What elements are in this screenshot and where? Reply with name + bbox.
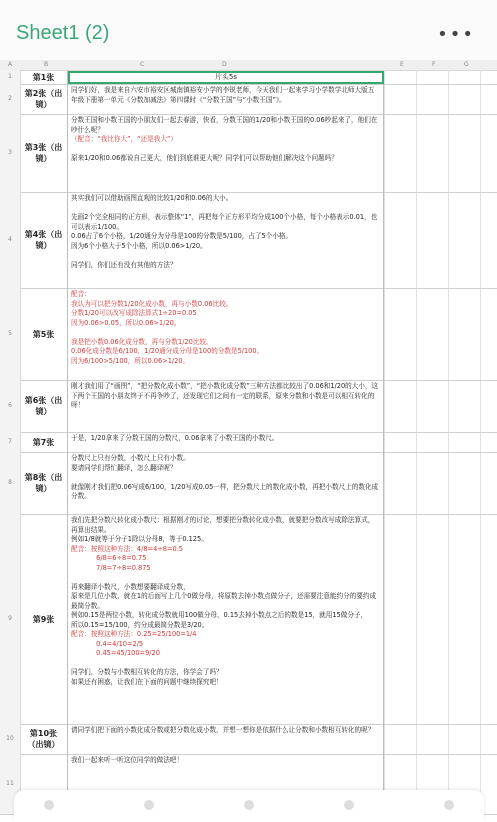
- toolbar-dot-icon[interactable]: [44, 800, 54, 810]
- column-header-bar: [0, 60, 497, 71]
- grid-divider: [480, 70, 481, 822]
- script-text-cell[interactable]: [68, 432, 384, 452]
- text-line: 如果还有困惑，让我们在下面的问题中继续探究吧！: [71, 677, 223, 686]
- text-line: 同学们，分数与小数相互转化的方法，你学会了吗？: [71, 668, 223, 676]
- slide-label-cell[interactable]: 第2张（出镜）: [20, 84, 68, 114]
- text-line: 我们先把分数尺转化成小数尺：根据刚才的讨论，想要把分数转化成小数，就要把分数改写成除法算式，再算出结果。: [71, 516, 375, 534]
- column-header-A[interactable]: A: [8, 61, 13, 68]
- toolbar-dot-icon[interactable]: [444, 800, 454, 810]
- text-line: 刚才我们用了“画图”，“把分数化成小数”，“把小数化成分数”三种方法都比较出了0.06和1/20的大小，这下两个王国的小朋友终于不再争吵了，还发现它们之间有一定的联系，原来分数和小数是可以相互转化的呀！: [71, 382, 379, 409]
- text-line: 例如1/8就等于分子1除以分母8，等于0.125。: [71, 535, 208, 543]
- column-header-D[interactable]: D: [222, 61, 227, 68]
- text-line: 配音：: [71, 290, 91, 298]
- text-line: 请同学们把下面的小数化成分数或把分数化成小数，并想一想你是依据什么让分数和小数相互转化的呢？: [71, 726, 375, 734]
- text-line: 6/8=6÷8=0.75: [71, 554, 147, 562]
- slide-label-cell[interactable]: 第9张: [20, 514, 68, 724]
- slide-label-cell[interactable]: 第3张（出镜）: [20, 114, 68, 192]
- text-line: 再来翻译小数尺，小数想要翻译成分数，: [71, 582, 190, 591]
- row-header[interactable]: 1: [0, 70, 21, 84]
- text-line: [71, 659, 380, 669]
- toolbar-dot-icon[interactable]: [144, 800, 154, 810]
- script-text-cell[interactable]: [68, 514, 384, 724]
- column-header-G[interactable]: G: [464, 61, 469, 68]
- text-line: 分数1/20可以改写成除法算式1÷20=0.05: [71, 309, 197, 317]
- toolbar-dot-icon[interactable]: [344, 800, 354, 810]
- text-line: 0.06占了6个小格，1/20通分为分母是100的分数是5/100，占了5个小格。: [71, 232, 293, 240]
- slide-label-cell[interactable]: 第6张（出镜）: [20, 380, 68, 432]
- slide-label-cell[interactable]: 第5张: [20, 288, 68, 380]
- text-line: （配音：“我比你大”，“还是我大”）: [71, 135, 177, 143]
- row-header[interactable]: 4: [0, 192, 21, 288]
- script-text-cell[interactable]: [68, 192, 384, 288]
- text-line: [71, 145, 380, 155]
- text-line: 因为6/100>5/100，所以0.06>1/20。: [71, 356, 190, 365]
- row-header[interactable]: 5: [0, 288, 21, 380]
- text-line: [71, 328, 380, 338]
- slide-label-cell[interactable]: 第10张（出镜）: [20, 724, 68, 754]
- grid-divider: [384, 70, 385, 822]
- sheet-title: Sheet1 (2): [16, 22, 110, 44]
- app-header: [0, 0, 497, 60]
- row-header[interactable]: 3: [0, 114, 21, 192]
- column-header-F[interactable]: F: [432, 61, 436, 68]
- text-line: 我认为可以把分数1/20化成小数，再与小数0.06比较。: [71, 299, 233, 308]
- text-line: [71, 473, 380, 483]
- row-header[interactable]: 10: [0, 724, 21, 754]
- selected-cell[interactable]: 片头5s: [68, 71, 384, 84]
- script-text-cell[interactable]: [68, 114, 384, 192]
- text-line: 7/8=7÷8=0.875: [71, 563, 151, 572]
- row-header[interactable]: 2: [0, 84, 21, 114]
- row-header[interactable]: 8: [0, 452, 21, 514]
- text-line: 原来1/20和0.06都说自己更大，他们到底谁更大呢？同学们可以帮助他们解决这个问题吗？: [71, 154, 338, 162]
- text-line: [71, 573, 380, 583]
- text-line: 同学们好，我是来自六安市裕安区城南镇裕安小学的李锐老师，今天我们一起来学习小学数学北师大版五年级下册第一单元《分数加减法》第四课时《“分数王国”与“小数王国”》。: [71, 86, 375, 104]
- column-header-E[interactable]: E: [400, 61, 404, 68]
- text-line: 同学们，你们还有没有其他的方法？: [71, 260, 177, 269]
- more-icon[interactable]: •••: [437, 24, 475, 45]
- grid-divider: [448, 70, 449, 822]
- toolbar-dot-icon[interactable]: [244, 800, 254, 810]
- row-header[interactable]: 7: [0, 432, 21, 452]
- text-line: 配音：按照这种方法：0.25=25/100=1/4: [71, 630, 197, 638]
- text-line: 所以0.15=15/100，约分成最简分数是3/20。: [71, 620, 209, 629]
- text-line: 于是，1/20拿来了分数王国的分数尺，0.06拿来了小数王国的小数尺。: [71, 434, 279, 442]
- text-line: 分数王国和小数王国的小朋友们一起去春游，快看，分数王国的1/20和小数王国的0.06吵起来了，他们在吵什么呢？: [71, 116, 378, 134]
- grid-divider: [416, 70, 417, 822]
- row-header[interactable]: 11: [0, 754, 21, 814]
- script-text-cell[interactable]: [68, 84, 384, 114]
- text-line: 先画2个完全相同的正方形，表示整体“1”，再把每个正方形平均分成100个小格，每个小格表示0.01，也可以表示1/100。: [71, 213, 378, 231]
- spreadsheet-grid[interactable]: [0, 60, 497, 822]
- text-line: 就像刚才我们把0.06写成6/100，1/20写成0.05一样，把分数尺上的数化成小数，再把小数尺上的数化成分数。: [71, 482, 379, 500]
- column-header-B[interactable]: B: [44, 61, 49, 68]
- script-text-cell[interactable]: [68, 724, 384, 754]
- text-line: 因为6个小格大于5个小格，所以0.06>1/20。: [71, 241, 207, 250]
- text-line: 我们一起来听一听这位同学的做法吧！: [71, 756, 184, 764]
- text-line: 分数尺上只有分数，小数尺上只有小数。: [71, 454, 190, 462]
- script-text-cell[interactable]: [68, 380, 384, 432]
- text-line: 0.06化成分数是6/100，1/20通分成分母是100的分数是5/100。: [71, 347, 264, 355]
- column-header-C[interactable]: C: [140, 61, 145, 68]
- text-line: 其实我们可以借助画图直观的比较1/20和0.06的大小。: [71, 194, 233, 202]
- text-line: 配音：按照这种方法：4/8=4÷8=0.5: [71, 544, 183, 553]
- script-text-cell[interactable]: [68, 288, 384, 380]
- text-line: 原来是几位小数，就在1的后面写上几个0做分母，将原数去掉小数点做分子，还需要注意能约分的要约成最简分数。: [71, 592, 377, 610]
- script-text-cell[interactable]: [68, 452, 384, 514]
- text-line: 0.45=45/100=9/20: [71, 649, 160, 657]
- slide-label-cell[interactable]: 第4张（出镜）: [20, 192, 68, 288]
- slide-label-cell[interactable]: 第7张: [20, 432, 68, 452]
- text-line: 因为0.06>0.05，所以0.06>1/20。: [71, 318, 181, 327]
- bottom-toolbar: [14, 790, 484, 822]
- text-line: [71, 204, 380, 214]
- slide-label-cell[interactable]: 第1张: [20, 70, 68, 84]
- text-line: 我是把小数0.06化成分数，再与分数1/20比较。: [71, 337, 213, 346]
- row-header[interactable]: 9: [0, 514, 21, 724]
- text-line: 例如0.15是两位小数，转化成分数就用100做分母，0.15去掉小数点之后的数是15，就用15做分子，: [71, 611, 368, 619]
- text-line: [71, 251, 380, 261]
- row-header[interactable]: 6: [0, 380, 21, 432]
- slide-label-cell[interactable]: 第8张（出镜）: [20, 452, 68, 514]
- text-line: 要请同学们帮忙翻译，怎么翻译呢？: [71, 463, 177, 472]
- text-line: 0.4=4/10=2/5: [71, 639, 144, 648]
